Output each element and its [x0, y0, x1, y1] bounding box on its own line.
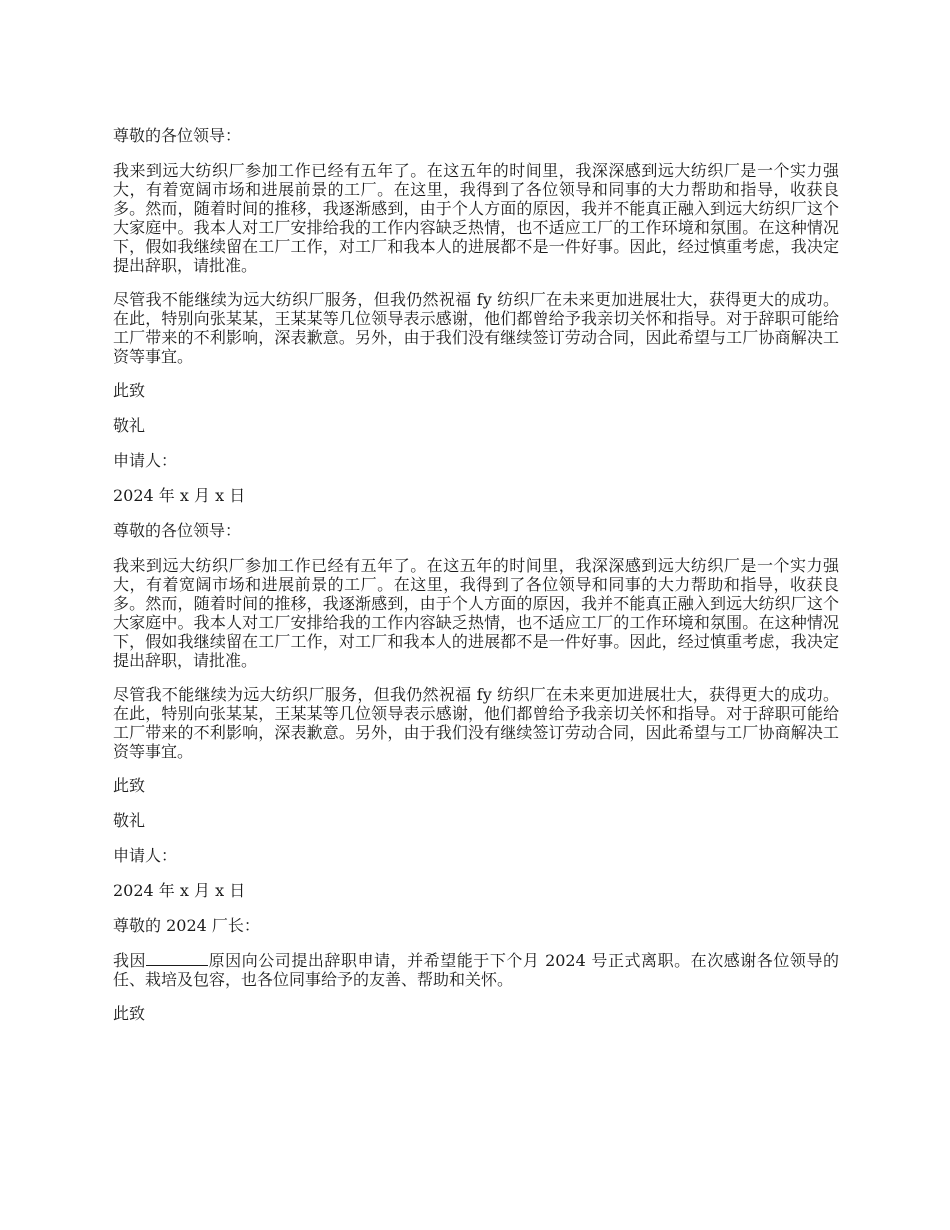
letter-closing: 此致 [113, 1004, 146, 1023]
letter-paragraph: 尽管我不能继续为远大纺织厂服务，但我仍然祝福 fy 纺织厂在未来更加进展壮大，获得更大的成功。在此，特别向张某某，王某某等几位领导表示感谢，他们都曾给予我亲切关怀和指导。对于辞职可能给工厂带来的不利影响，深表歉意。另外，由于我们没有继续签订劳动合同，因此希望与工厂协商解决工资等事宜。 [113, 685, 839, 761]
letter-date: 2024 年 x 月 x 日 [113, 881, 246, 900]
letter-salutation: 尊敬的各位领导： [113, 521, 242, 540]
letter-applicant: 申请人： [113, 846, 178, 865]
letter-date: 2024 年 x 月 x 日 [113, 486, 246, 505]
letter-regards: 敬礼 [113, 416, 146, 435]
letter-paragraph: 尽管我不能继续为远大纺织厂服务，但我仍然祝福 fy 纺织厂在未来更加进展壮大，获得更大的成功。在此，特别向张某某，王某某等几位领导表示感谢，他们都曾给予我亲切关怀和指导。对于辞职可能给工厂带来的不利影响，深表歉意。另外，由于我们没有继续签订劳动合同，因此希望与工厂协商解决工资等事宜。 [113, 290, 839, 366]
letter-closing: 此致 [113, 381, 146, 400]
letter-3 [113, 916, 839, 1023]
letter-applicant: 申请人： [113, 451, 178, 470]
paragraph-text-rest: 原因向公司提出辞职申请，并希望能于下个月 2024 号正式离职。在次感谢各位领导的任、栽培及包容，也各位同事给予的友善、帮助和关怀。 [113, 951, 839, 989]
letter-regards: 敬礼 [113, 811, 146, 830]
letter-2 [113, 521, 839, 900]
document-content [113, 126, 839, 1039]
letter-paragraph: 我来到远大纺织厂参加工作已经有五年了。在这五年的时间里，我深深感到远大纺织厂是一个实力强大，有着宽阔市场和进展前景的工厂。在这里，我得到了各位领导和同事的大力帮助和指导，收获良多。然而，随着时间的推移，我逐渐感到，由于个人方面的原因，我并不能真正融入到远大纺织厂这个大家庭中。我本人对工厂安排给我的工作内容缺乏热情，也不适应工厂的工作环境和氛围。在这种情况下，假如我继续留在工厂工作，对工厂和我本人的进展都不是一件好事。因此，经过慎重考虑，我决定提出辞职，请批准。 [113, 161, 839, 275]
fill-in-blank [146, 951, 208, 966]
letter-salutation: 尊敬的 2024 厂长： [113, 916, 260, 935]
letter-salutation: 尊敬的各位领导： [113, 126, 242, 145]
letter-closing: 此致 [113, 776, 146, 795]
letter-1 [113, 126, 839, 505]
paragraph-text-start: 我因 [113, 951, 147, 970]
letter-paragraph [113, 951, 839, 989]
letter-paragraph: 我来到远大纺织厂参加工作已经有五年了。在这五年的时间里，我深深感到远大纺织厂是一个实力强大，有着宽阔市场和进展前景的工厂。在这里，我得到了各位领导和同事的大力帮助和指导，收获良多。然而，随着时间的推移，我逐渐感到，由于个人方面的原因，我并不能真正融入到远大纺织厂这个大家庭中。我本人对工厂安排给我的工作内容缺乏热情，也不适应工厂的工作环境和氛围。在这种情况下，假如我继续留在工厂工作，对工厂和我本人的进展都不是一件好事。因此，经过慎重考虑，我决定提出辞职，请批准。 [113, 556, 839, 670]
